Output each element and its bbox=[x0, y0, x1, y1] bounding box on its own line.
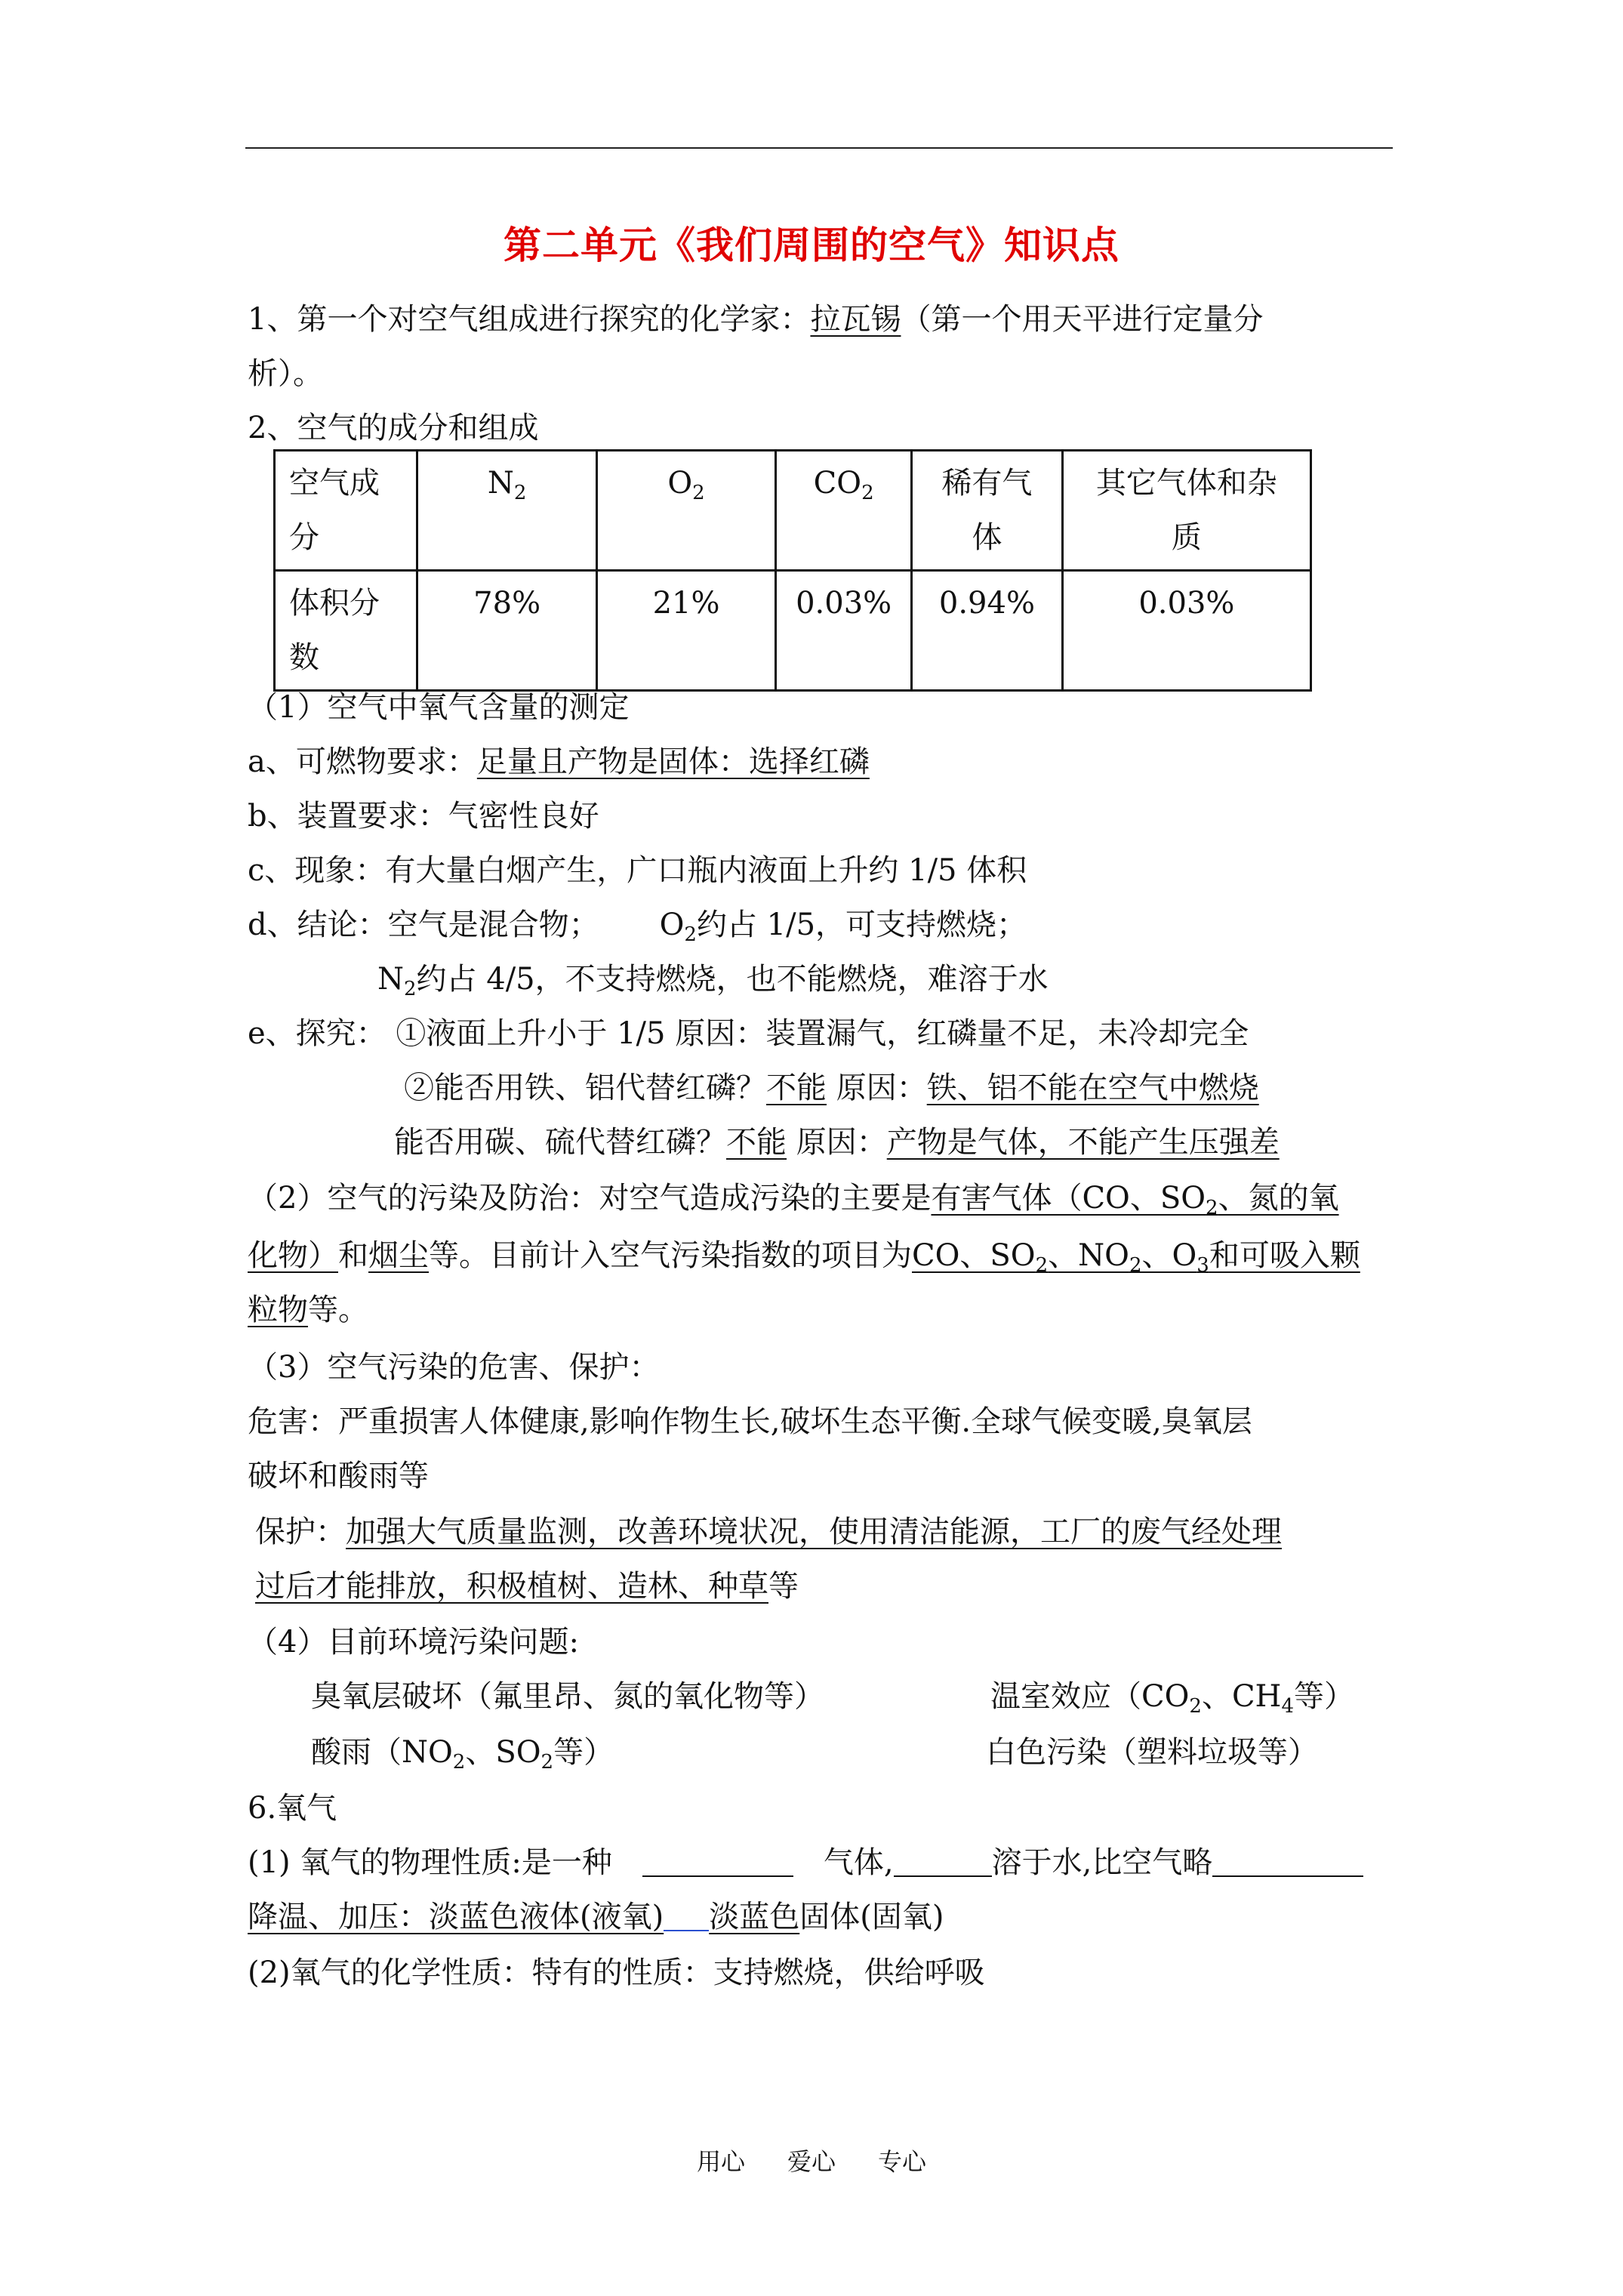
ozone-item: 臭氧层破坏（氟里昂、氮的氧化物等） bbox=[311, 1679, 824, 1714]
part-4-heading: （4）目前环境污染问题: bbox=[248, 1625, 579, 1660]
table-cell: 其它气体和杂 质 bbox=[1062, 451, 1310, 571]
part-3-protect-2: 过后才能排放，积极植树、造林、种草等 bbox=[255, 1569, 799, 1604]
table-cell: 体积分 数 bbox=[275, 571, 417, 691]
table-cell: 78% bbox=[417, 571, 596, 691]
part-1-b: b、装置要求：气密性良好 bbox=[248, 799, 599, 834]
part-3-protect-1: 保护：加强大气质量监测，改善环境状况，使用清洁能源，工厂的废气经处理 bbox=[255, 1515, 1282, 1549]
footer-text: 爱心 bbox=[787, 2147, 836, 2176]
section-1-cont: 析）。 bbox=[248, 356, 323, 391]
footer-text: 专心 bbox=[878, 2147, 927, 2176]
answer-blank[interactable] bbox=[1212, 1845, 1363, 1877]
part-1-c: c、现象：有大量白烟产生，广口瓶内液面上升约 1/5 体积 bbox=[248, 853, 1027, 888]
table-cell: 0.03% bbox=[1062, 571, 1310, 691]
table-cell: $CO_2$ bbox=[776, 451, 912, 571]
table-cell: $N_2$ bbox=[417, 451, 596, 571]
table-cell: 空气成 分 bbox=[275, 451, 417, 571]
answer-blank[interactable] bbox=[664, 1900, 709, 1931]
part-3-heading: （3）空气污染的危害、保护： bbox=[248, 1350, 660, 1385]
part-2-line-2: 化物）和烟尘等。目前计入空气污染指数的项目为CO、$SO_2$、$NO_2$、$O_3$和可吸入颗 bbox=[248, 1238, 1360, 1277]
part-1-e3: 能否用碳、硫代替红磷？不能 原因：产物是气体，不能产生压强差 bbox=[394, 1125, 1280, 1160]
acid-rain-item: 酸雨（$NO_2$、$SO_2$等） bbox=[311, 1735, 614, 1774]
part-1-e2: ②能否用铁、铝代替红磷？不能 原因：铁、铝不能在空气中燃烧 bbox=[404, 1071, 1259, 1105]
table-cell: 稀有气 体 bbox=[912, 451, 1063, 571]
part-1-d2: $N_2$约占 4/5，不支持燃烧，也不能燃烧，难溶于水 bbox=[377, 962, 1049, 1000]
air-composition-table bbox=[273, 449, 1312, 692]
s1-note: （第一个用天平进行定量分 bbox=[901, 302, 1264, 337]
answer-blank[interactable] bbox=[894, 1845, 992, 1877]
part-1-a: a、可燃物要求：足量且产物是固体：选择红磷 bbox=[248, 744, 870, 779]
white-pollution-item: 白色污染（塑料垃圾等） bbox=[986, 1735, 1318, 1770]
s1-text: 1、第一个对空气组成进行探究的化学家： bbox=[248, 302, 811, 337]
table-row bbox=[275, 451, 1311, 571]
part-1-d1: d、结论：空气是混合物； $O_2$约占 1/5，可支持燃烧； bbox=[248, 908, 1027, 946]
table-cell: 21% bbox=[596, 571, 775, 691]
section-6-heading: 6.氧气 bbox=[248, 1791, 337, 1826]
table-cell: $O_2$ bbox=[596, 451, 775, 571]
table-cell: 0.94% bbox=[912, 571, 1063, 691]
part-2-line-3: 粒物等。 bbox=[248, 1293, 368, 1327]
part-2-line-1: （2）空气的污染及防治：对空气造成污染的主要是有害气体（CO、$SO_2$、氮的氧 bbox=[248, 1181, 1339, 1219]
answer-blank[interactable] bbox=[642, 1845, 793, 1877]
page-title: 第二单元《我们周围的空气》知识点 bbox=[504, 223, 1119, 267]
footer-text: 用心 bbox=[696, 2147, 745, 2176]
table-cell: 0.03% bbox=[776, 571, 912, 691]
oxygen-chemical-line: (2)氧气的化学性质：特有的性质：支持燃烧，供给呼吸 bbox=[248, 1955, 985, 1990]
table-row bbox=[275, 571, 1311, 691]
chemist-name: 拉瓦锡 bbox=[810, 302, 901, 337]
oxygen-physical-line: (1) 氧气的物理性质:是一种 气体, 溶于水,比空气略 bbox=[248, 1844, 1363, 1881]
part-1-e1: e、探究： ①液面上升小于 1/5 原因：装置漏气，红磷量不足，未冷却完全 bbox=[248, 1016, 1249, 1051]
page-footer bbox=[0, 2143, 1623, 2177]
header-rule bbox=[245, 147, 1393, 149]
part-1-heading: （1）空气中氧气含量的测定 bbox=[248, 690, 630, 725]
part-3-harm-2: 破坏和酸雨等 bbox=[248, 1459, 429, 1493]
section-1-line bbox=[248, 300, 1263, 338]
part-3-harm-1: 危害：严重损害人体健康,影响作物生长,破坏生态平衡.全球气候变暖,臭氧层 bbox=[248, 1404, 1252, 1439]
oxygen-cold-line: 降温、加压：淡蓝色液体(液氧) 淡蓝色固体(固氧) bbox=[248, 1900, 944, 1934]
greenhouse-item: 温室效应（$CO_2$、$CH_4$等） bbox=[990, 1679, 1354, 1718]
section-2-heading: 2、空气的成分和组成 bbox=[248, 411, 539, 445]
